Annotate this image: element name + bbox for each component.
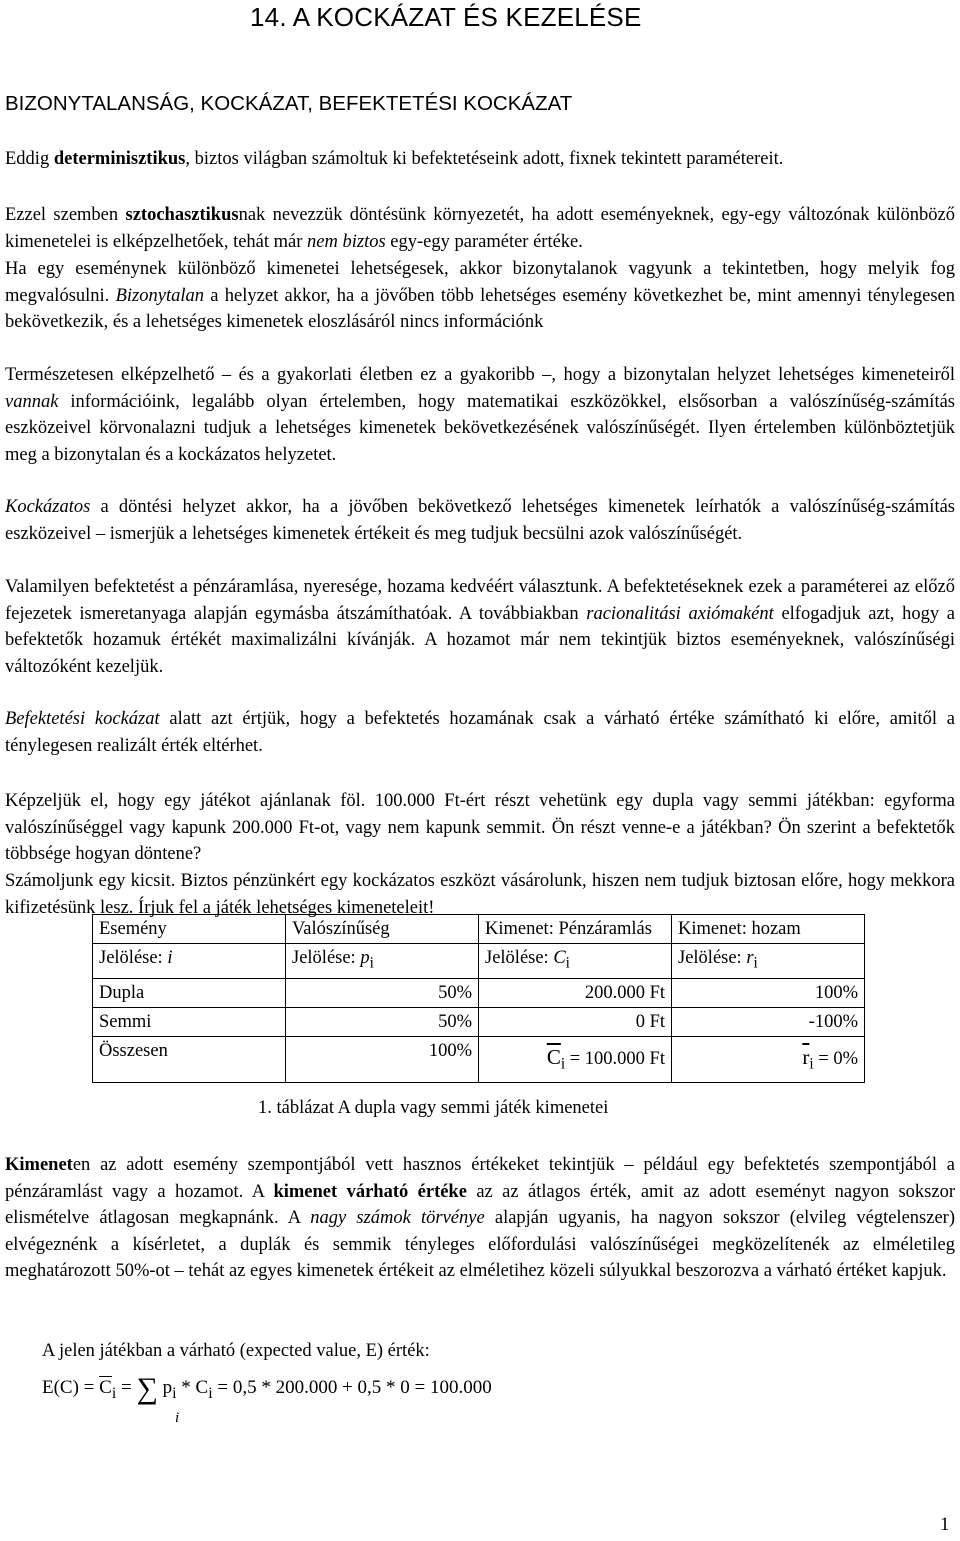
table-row <box>93 978 865 1007</box>
table-cell: 100% <box>286 1036 479 1083</box>
outcomes-table <box>92 914 865 1083</box>
expected-value-formula: $E(C) = \overline{C}_i$ = ∑ $p_i * C_i = 0,5 * 200.000 + 0,5 * 0 = 100.000$ <box>42 1372 492 1405</box>
table-cell: Jelölése: i <box>93 944 286 979</box>
paragraph-deterministic: Eddig determinisztikus, biztos világban számoltuk ki befektetéseink adott, fixnek tekintett paramétereit. <box>5 149 784 169</box>
paragraph-outcome-definition: Kimeneten az adott esemény szempontjából vett hasznos értékeket tekintjük – például egy befektetés szempontjából a pénzáramlást vagy a hozamot. A kimenet várható értéke az az átlagos érték, amit az adott eseményt nagyon sokszor elismételve átlagosan megkapnánk. A nagy számok törvénye alapján ugyanis, ha nagyon sokszor (elvileg végtelenszer) elvégeznénk a kísérletet, a duplák és semmik tényleges előfordulási valószínűségei megközelítenék az elméletileg meghatározott 50%-ot – tehát az egyes kimenetek értékeit az elméletihez közeli súlyukkal beszorozva a várható értéket kapjuk. <box>5 1155 956 1281</box>
section-heading: BIZONYTALANSÁG, KOCKÁZAT, BEFEKTETÉSI KOCKÁZAT <box>5 92 573 115</box>
paragraph-calculate: Számoljunk egy kicsit. Biztos pénzünkért egy kockázatos eszközt vásárolunk, hiszen nem tudjuk biztosan előre, hogy mekkora kifizetésünk lesz. Írjuk fel a játék lehetséges kimeneteleit! <box>5 871 955 918</box>
table-caption: 1. táblázat A dupla vagy semmi játék kimenetei <box>258 1098 609 1118</box>
page-number: 1 <box>940 1514 950 1535</box>
paragraph-game: Képzeljük el, hogy egy játékot ajánlanak föl. 100.000 Ft-ért részt vehetünk egy dupla vagy semmi játékban: egyforma valószínűséggel vagy kapunk 200.000 Ft-ot, vagy nem kapunk semmit. Ön részt venne-e a játékban? Ön szerint a befektetők többsége hogyan döntene? <box>5 791 955 864</box>
table-cell: Semmi <box>93 1007 286 1036</box>
table-cell: 100% <box>672 978 865 1007</box>
chapter-title: 14. A KOCKÁZAT ÉS KEZELÉSE <box>250 2 642 32</box>
paragraph-investment: Valamilyen befektetést a pénzáramlása, nyeresége, hozama kedvéért választunk. A befektetéseknek ezek a paraméterei az előző fejezetek ismeretanyaga alapján egymásba átszámíthatóak. A továbbiakban racionalitási axiómaként elfogadjuk azt, hogy a befektetők hozamuk értékét maximalizálni kívánják. A hozamot már nem tekintjük biztos eseményeknek, valószínűségi változóként kezeljük. <box>5 577 955 677</box>
paragraph-investment-risk: Befektetési kockázat alatt azt értjük, hogy a befektetés hozamának csak a várható értéke számítható ki előre, amitől a ténylegesen realizált érték eltérhet. <box>5 709 956 756</box>
table-cell: Jelölése: $C_i$ <box>479 944 672 979</box>
table-header-cell: Kimenet: hozam <box>672 915 865 944</box>
table-cell: 50% <box>286 1007 479 1036</box>
table-cell: 50% <box>286 978 479 1007</box>
table-cell: -100% <box>672 1007 865 1036</box>
paragraph-stochastic: Ezzel szemben sztochasztikusnak nevezzük döntésünk környezetét, ha adott eseményeknek, egy-egy változónak különböző kimenetelei is elképzelhetőek, tehát már nem biztos egy-egy paraméter értéke. <box>5 205 956 252</box>
paragraph-information: Természetesen elképzelhető – és a gyakorlati életben ez a gyakoribb –, hogy a bizonytalan helyzet lehetséges kimeneteiről vannak információink, legalább olyan értelemben, hogy matematikai eszközökkel, elsősorban a valószínűség-számítás eszközeivel körvonalazni tudjuk a lehetséges kimenetek bekövetkezésének valószínűségét. Ilyen értelemben különböztetjük meg a bizonytalan és a kockázatos helyzetet. <box>5 365 955 465</box>
table-header-cell: Kimenet: Pénzáramlás <box>479 915 672 944</box>
table-cell: 200.000 Ft <box>479 978 672 1007</box>
table-cell: Jelölése: $r_i$ <box>672 944 865 979</box>
table-cell: Jelölése: $p_i$ <box>286 944 479 979</box>
table-header-cell: Esemény <box>93 915 286 944</box>
paragraph-expected-value: A jelen játékban a várható (expected value, E) érték: <box>42 1341 430 1361</box>
table-cell: 0 Ft <box>479 1007 672 1036</box>
table-cell: $\overline{r}_i = 0\%$ <box>672 1036 865 1083</box>
sum-index: i <box>175 1410 180 1426</box>
table-notation-row <box>93 944 865 979</box>
table-header-row <box>93 915 865 944</box>
table-total-row <box>93 1036 865 1083</box>
table-cell: Összesen <box>93 1036 286 1083</box>
table-cell: $\overline{C}_i = 100.000$ Ft <box>479 1036 672 1083</box>
table-row <box>93 1007 865 1036</box>
table-header-cell: Valószínűség <box>286 915 479 944</box>
paragraph-uncertain: Ha egy eseménynek különböző kimenetei lehetségesek, akkor bizonytalanok vagyunk a tekintetben, hogy melyik fog megvalósulni. Bizonytalan a helyzet akkor, ha a jövőben több lehetséges esemény következhet be, mint amennyi ténylegesen bekövetkezik, és a lehetséges kimenetek eloszlásáról nincs információnk <box>5 259 956 332</box>
paragraph-risky: Kockázatos a döntési helyzet akkor, ha a jövőben bekövetkező lehetséges kimenetek leírhatók a valószínűség-számítás eszközeivel – ismerjük a lehetséges kimenetek értékeit és meg tudjuk becsülni azok valószínűségét. <box>5 497 955 544</box>
table-cell: Dupla <box>93 978 286 1007</box>
